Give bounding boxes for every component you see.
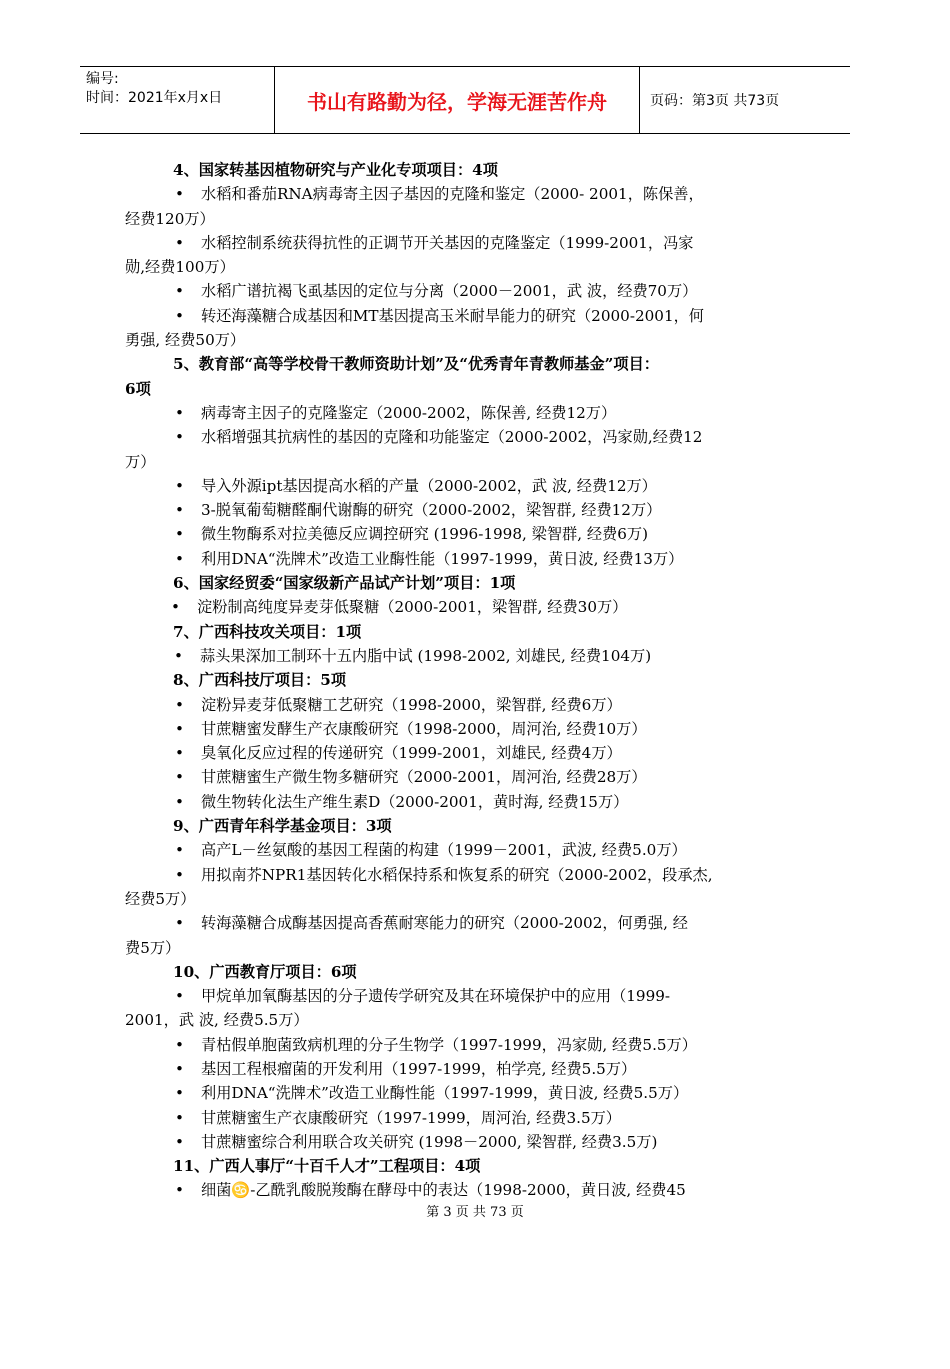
bullet-icon: • (175, 1084, 184, 1103)
section-heading: 5、教育部“高等学校骨干教师资助计划”及“优秀青年青教师基金”项目： (173, 355, 659, 374)
section-heading: 10、广西教育厅项目：6项 (173, 962, 357, 981)
bullet-icon: • (175, 501, 184, 520)
list-item-text: 利用DNA“洗牌术”改造工业酶性能（1997-1999，黄日波, 经费13万） (201, 549, 684, 568)
list-item-text: 水稻广谱抗褐飞虱基因的定位与分离（2000－2001，武 波，经费70万） (201, 282, 698, 301)
list-item-continuation: 经费120万） (125, 209, 215, 228)
list-item (125, 474, 805, 498)
list-item-text: 甘蔗糖蜜生产微生物多糖研究（2000-2001，周河治, 经费28万） (201, 768, 647, 787)
page-header (80, 66, 850, 134)
bullet-icon: • (175, 719, 184, 738)
list-item (125, 401, 805, 425)
bullet-icon: • (175, 841, 184, 860)
list-item-text: 淀粉制高纯度异麦芽低聚糖（2000-2001，梁智群, 经费30万） (197, 598, 628, 617)
bullet-icon: • (175, 1059, 184, 1078)
list-item-text: 转还海藻糖合成基因和MT基因提高玉米耐旱能力的研究（2000-2001，何 (201, 306, 704, 325)
page-footer: 第 3 页 共 73 页 (426, 1205, 524, 1220)
list-item-continuation: 经费5万） (125, 889, 196, 908)
bullet-icon: • (175, 185, 184, 204)
bullet-icon: • (171, 598, 180, 617)
section-heading: 9、广西青年科学基金项目：3项 (173, 817, 392, 836)
list-item-text: 利用DNA“洗牌术”改造工业酶性能（1997-1999，黄日波, 经费5.5万） (201, 1084, 689, 1103)
list-item (125, 984, 805, 1008)
bullet-icon: • (175, 428, 184, 447)
list-item-text: 甲烷单加氧酶基因的分子遗传学研究及其在环境保护中的应用（1999- (201, 987, 671, 1006)
section-heading: 4、国家转基因植物研究与产业化专项项目：4项 (173, 161, 498, 179)
header-motto: 书山有路勤为径，学海无涯苦作舟 (275, 67, 640, 133)
list-item (125, 838, 805, 862)
list-item-continuation: 勇强, 经费50万） (125, 331, 246, 350)
bullet-icon: • (175, 1181, 184, 1200)
bullet-icon: • (175, 792, 184, 811)
list-item-text: 微生物酶系对拉美德反应调控研究 (1996-1998, 梁智群, 经费6万) (201, 525, 649, 544)
list-item (125, 644, 805, 668)
bullet-icon: • (175, 865, 184, 884)
list-item (125, 1130, 805, 1154)
list-item-text: 甘蔗糖蜜生产衣康酸研究（1997-1999，周河治, 经费3.5万） (201, 1108, 621, 1127)
list-item (125, 1081, 805, 1105)
list-item (125, 1178, 805, 1202)
list-item-text: 淀粉异麦芽低聚糖工艺研究（1998-2000，梁智群, 经费6万） (201, 695, 622, 714)
bullet-icon: • (174, 646, 183, 665)
list-item-text: 3-脱氧葡萄糖醛酮代谢酶的研究（2000-2002，梁智群, 经费12万） (201, 501, 662, 520)
bullet-icon: • (175, 914, 184, 933)
bullet-icon: • (175, 476, 184, 495)
bullet-icon: • (175, 282, 184, 301)
list-item-continuation: 勋,经费100万） (125, 258, 235, 277)
list-item-text: 水稻控制系统获得抗性的正调节开关基因的克隆鉴定（1999-2001，冯家 (201, 233, 694, 252)
list-item (125, 279, 805, 303)
list-item (125, 790, 805, 814)
list-item (125, 741, 805, 765)
list-item-text: 基因工程根瘤菌的开发利用（1997-1999，柏学亮, 经费5.5万） (201, 1059, 637, 1078)
list-item-text: 臭氧化反应过程的传递研究（1999-2001，刘雄民, 经费4万） (201, 744, 622, 763)
serial-number-label: 编号: (86, 71, 119, 87)
list-item (125, 863, 805, 887)
bullet-icon: • (175, 549, 184, 568)
list-item (125, 522, 805, 546)
list-item (125, 595, 805, 619)
header-page-number: 页码：第3页 共73页 (650, 93, 780, 109)
list-item (125, 498, 805, 522)
list-item (125, 1033, 805, 1057)
bullet-icon: • (175, 1035, 184, 1054)
list-item-continuation: 2001，武 波, 经费5.5万） (125, 1011, 309, 1030)
bullet-icon: • (175, 1108, 184, 1127)
list-item (125, 425, 805, 449)
list-item (125, 693, 805, 717)
list-item (125, 231, 805, 255)
list-item-text: 甘蔗糖蜜综合利用联合攻关研究 (1998－2000, 梁智群, 经费3.5万) (201, 1132, 658, 1151)
list-item-continuation: 费5万） (125, 938, 181, 957)
list-item-text: 用拟南芥NPR1基因转化水稻保持系和恢复系的研究（2000-2002，段承杰, (201, 865, 713, 884)
bullet-icon: • (175, 768, 184, 787)
bullet-icon: • (175, 306, 184, 325)
list-item (125, 182, 805, 206)
bullet-icon: • (175, 744, 184, 763)
bullet-icon: • (175, 403, 184, 422)
bullet-icon: • (175, 1132, 184, 1151)
list-item-continuation: 万） (125, 452, 156, 471)
section-heading-continuation: 6项 (125, 379, 151, 398)
section-heading: 11、广西人事厅“十百千人才”工程项目：4项 (173, 1157, 481, 1176)
list-item-text: 微生物转化法生产维生素D（2000-2001，黄时海, 经费15万） (201, 792, 629, 811)
list-item-text: 水稻增强其抗病性的基因的克隆和功能鉴定（2000-2002，冯家勋,经费12 (201, 428, 703, 447)
list-item (125, 1106, 805, 1130)
section-heading: 8、广西科技厅项目：5项 (173, 671, 347, 690)
list-item-text: 细菌♋-乙酰乳酸脱羧酶在酵母中的表达（1998-2000，黄日波, 经费45 (201, 1181, 686, 1200)
list-item (125, 547, 805, 571)
bullet-icon: • (175, 525, 184, 544)
bullet-icon: • (175, 233, 184, 252)
list-item (125, 1057, 805, 1081)
section-heading: 7、广西科技攻关项目：1项 (173, 622, 362, 641)
section-heading: 6、国家经贸委“国家级新产品试产计划”项目：1项 (173, 574, 516, 593)
list-item-text: 水稻和番茄RNA病毒寄主因子基因的克隆和鉴定（2000- 2001，陈保善， (201, 185, 704, 204)
list-item (125, 911, 805, 935)
document-body (125, 158, 805, 1203)
bullet-icon: • (175, 695, 184, 714)
list-item (125, 304, 805, 328)
list-item-text: 病毒寄主因子的克隆鉴定（2000-2002，陈保善, 经费12万） (201, 403, 617, 422)
list-item-text: 高产L－丝氨酸的基因工程菌的构建（1999－2001，武波, 经费5.0万） (201, 841, 687, 860)
list-item-text: 蒜头果深加工制环十五内脂中试 (1998-2002, 刘雄民, 经费104万) (200, 646, 652, 665)
bullet-icon: • (175, 987, 184, 1006)
list-item (125, 717, 805, 741)
list-item-text: 青枯假单胞菌致病机理的分子生物学（1997-1999，冯家勋, 经费5.5万） (201, 1035, 697, 1054)
header-meta (80, 67, 275, 133)
list-item-text: 甘蔗糖蜜发酵生产衣康酸研究（1998-2000，周河治, 经费10万） (201, 719, 647, 738)
list-item-text: 导入外源ipt基因提高水稻的产量（2000-2002，武 波, 经费12万） (201, 476, 657, 495)
date-label: 时间：2021年x月x日 (86, 90, 223, 106)
list-item (125, 765, 805, 789)
list-item-text: 转海藻糖合成酶基因提高香蕉耐寒能力的研究（2000-2002，何勇强, 经 (201, 914, 688, 933)
